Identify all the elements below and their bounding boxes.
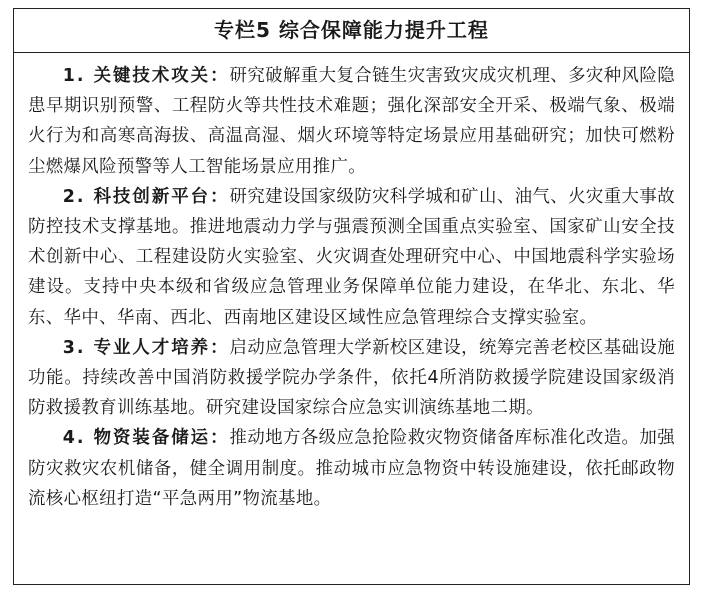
section-body: 研究破解重大复合链生灾害致灾成灾机理、多灾种风险隐患早期识别预警、工程防火等共性技术难题；强化深部安全开采、极端气象、极端火行为和高寒高海拔、高温高湿、烟火环境等特定场景应用基础研究；加快可燃粉尘燃爆风险预警等人工智能场景应用推广。 (28, 66, 675, 177)
section-paragraph (28, 423, 675, 514)
section-body: 启动应急管理大学新校区建设，统筹完善老校区基础设施功能。持续改善中国消防救援学院办学条件，依托4所消防救援学院建设国家级消防救援教育训练基地。研究建设国家综合应急实训演练基地二期。 (28, 337, 675, 419)
section-heading: 3. 专业人才培养： (62, 337, 230, 358)
section-paragraph (28, 182, 675, 333)
section-heading: 2. 科技创新平台： (62, 186, 230, 207)
section-heading: 1. 关键技术攻关： (62, 66, 230, 86)
column-title: 专栏5 综合保障能力提升工程 (14, 9, 689, 53)
column-content (14, 53, 689, 514)
section-paragraph (28, 61, 675, 182)
column-box (13, 8, 690, 585)
section-heading: 4. 物资装备储运： (62, 428, 230, 449)
section-body: 推动地方各级应急抢险救灾物资储备库标准化改造。加强防灾救灾农机储备，健全调用制度。推动城市应急物资中转设施建设，依托邮政物流核心枢纽打造“平急两用”物流基地。 (28, 428, 675, 509)
section-body: 研究建设国家级防灾科学城和矿山、油气、火灾重大事故防控技术支撑基地。推进地震动力学与强震预测全国重点实验室、国家矿山安全技术创新中心、工程建设防火实验室、火灾调查处理研究中心、中国地震科学实验场建设。支持中央本级和省级应急管理业务保障单位能力建设，在华北、东北、华东、华中、华南、西北、西南地区建设区域性应急管理综合支撑实验室。 (28, 186, 675, 328)
section-paragraph (28, 333, 675, 424)
